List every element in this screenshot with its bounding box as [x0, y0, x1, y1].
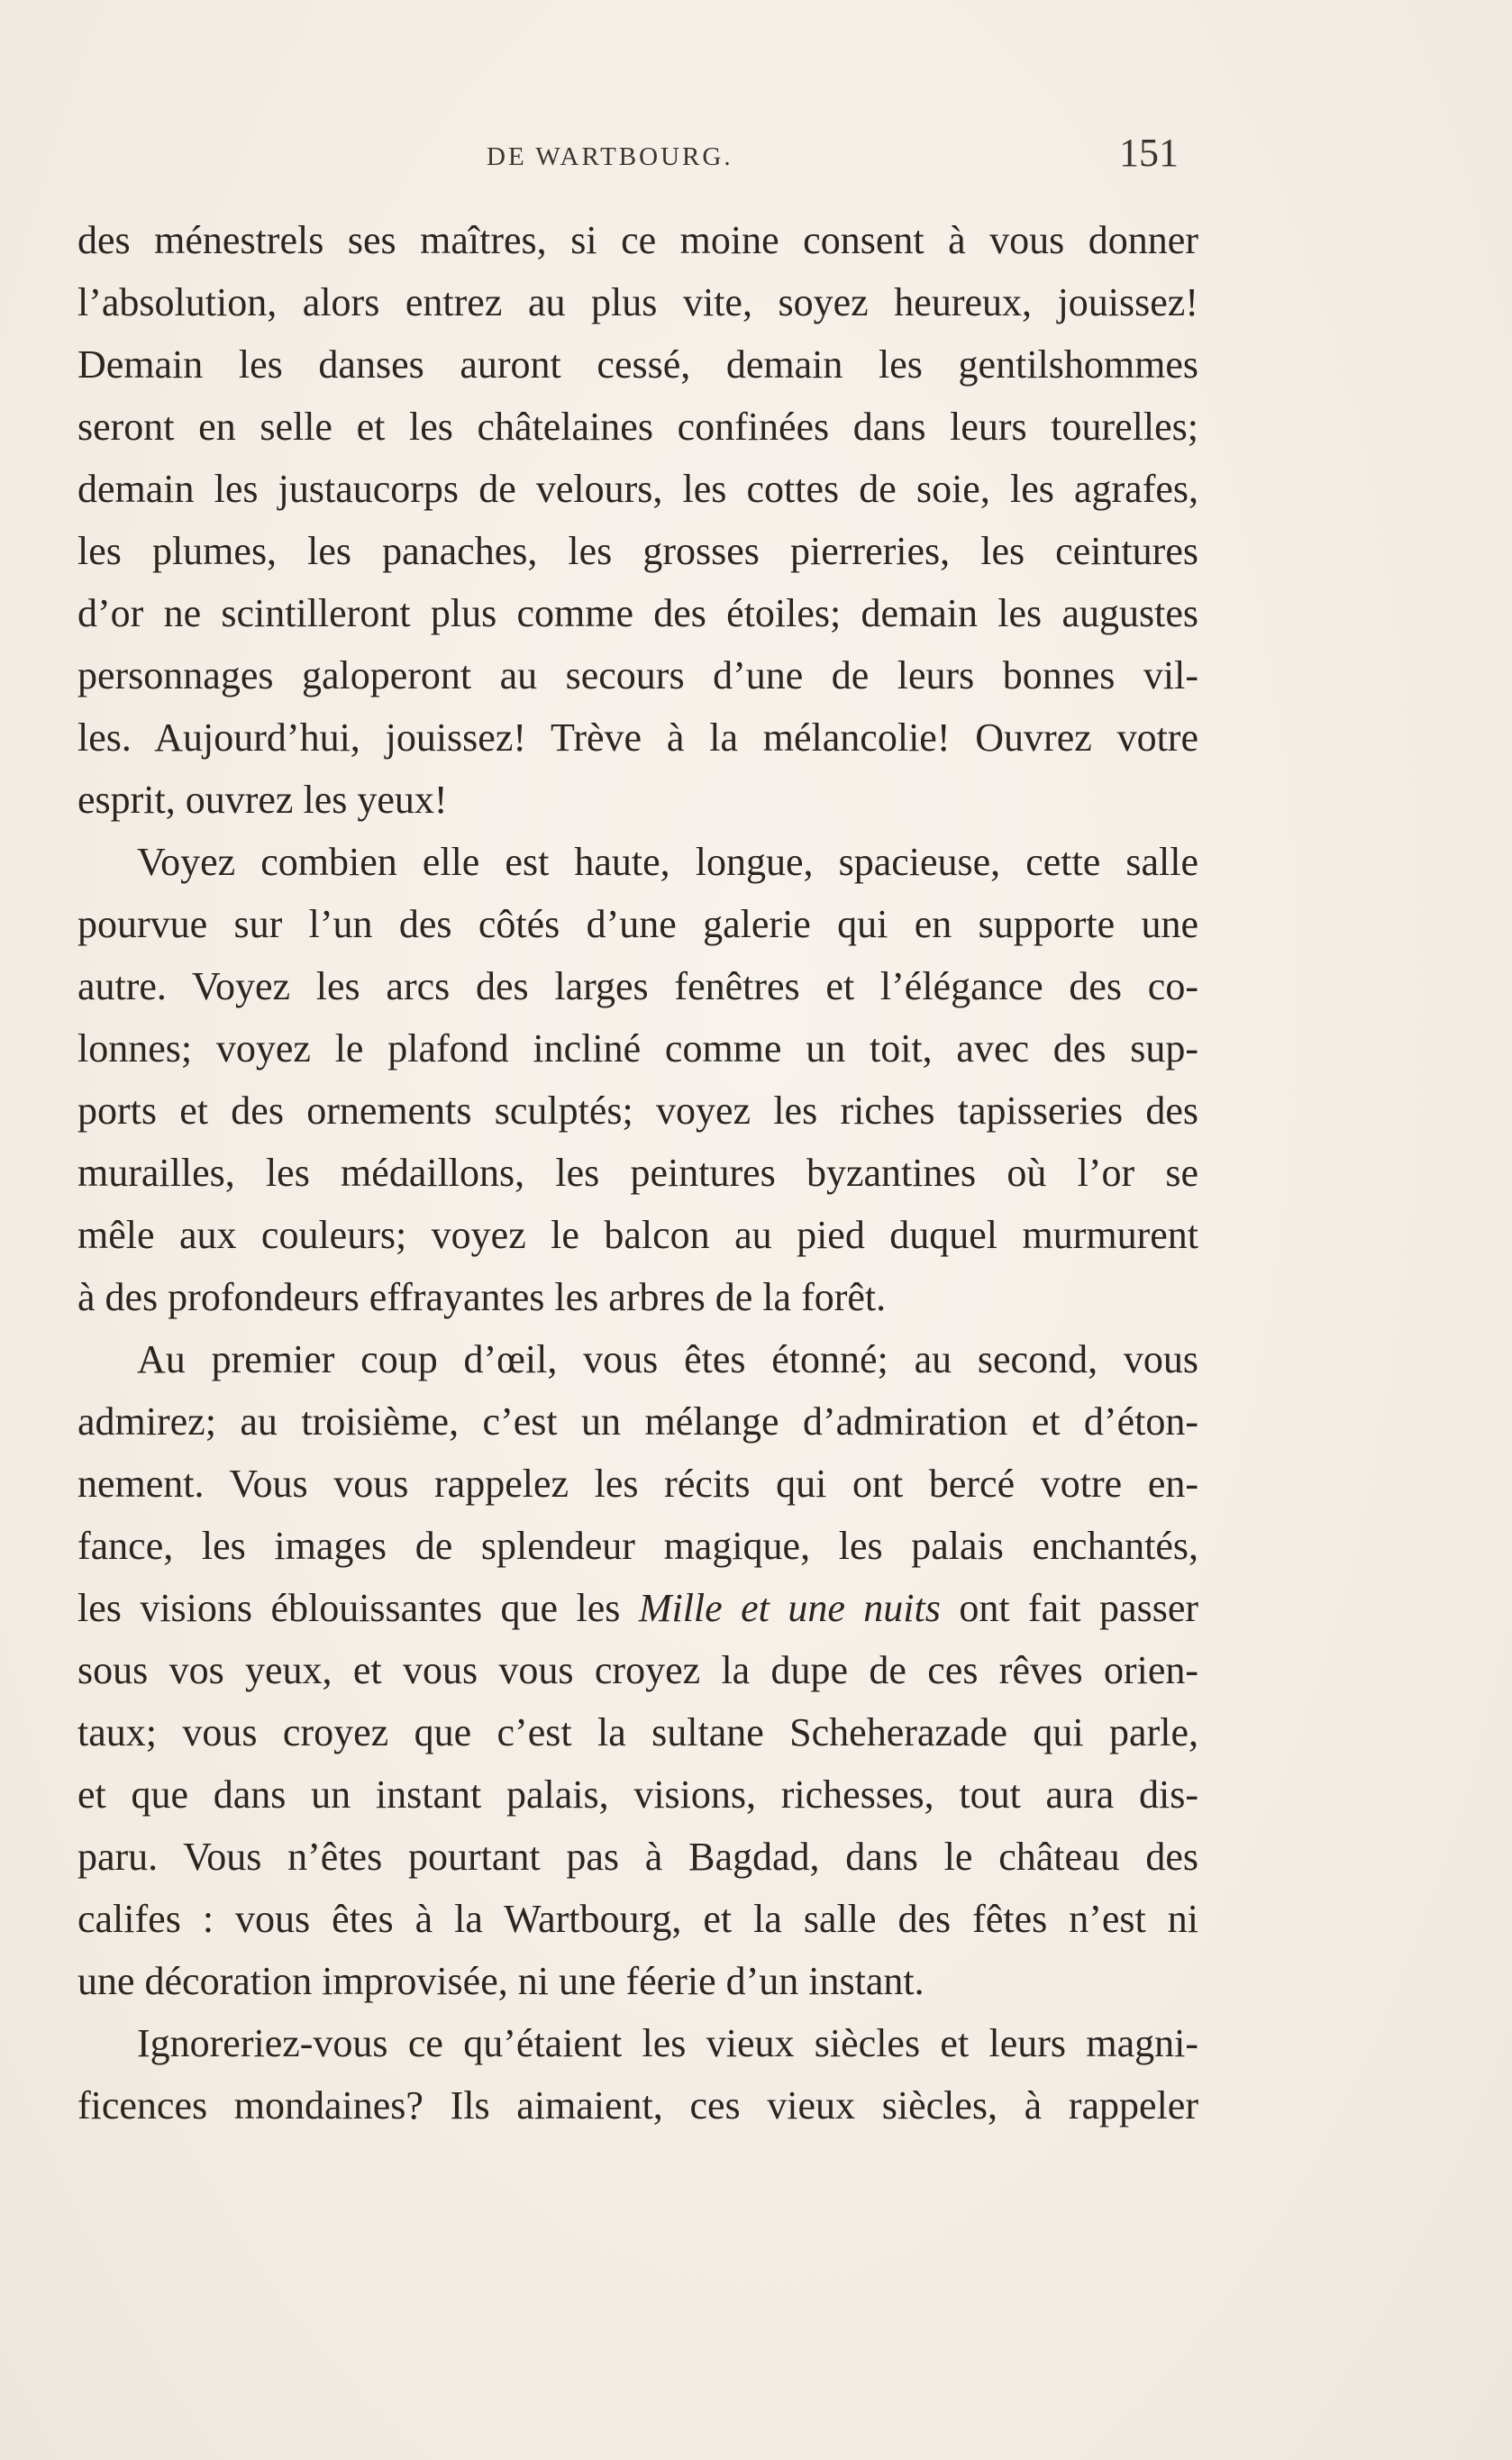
- text-line: l’absolution, alors entrez au plus vite, soyez heureux, jouissez!: [77, 280, 1198, 324]
- text-line: pourvue sur l’un des côtés d’une galerie qui en supporte une: [77, 902, 1198, 946]
- text-line: califes : vous êtes à la Wartbourg, et la salle des fêtes n’est ni: [77, 1897, 1198, 1941]
- body-text: [77, 209, 1198, 2137]
- text-line: d’or ne scintilleront plus comme des étoiles; demain les augustes: [77, 591, 1198, 635]
- text-line: personnages galoperont au secours d’une de leurs bonnes vil-: [77, 653, 1198, 697]
- text-line: Ignoreriez-vous ce qu’étaient les vieux siècles et leurs magni-: [137, 2021, 1198, 2065]
- text-line: esprit, ouvrez les yeux!: [77, 778, 448, 822]
- text-line-with-title: [77, 1577, 1198, 1639]
- text-line: mêle aux couleurs; voyez le balcon au pied duquel murmurent: [77, 1213, 1198, 1257]
- text-line: sous vos yeux, et vous vous croyez la dupe de ces rêves orien-: [77, 1648, 1198, 1692]
- text-line: Voyez combien elle est haute, longue, spacieuse, cette salle: [137, 840, 1198, 884]
- running-title: DE WARTBOURG.: [487, 142, 733, 171]
- text-line: paru. Vous n’êtes pourtant pas à Bagdad, dans le château des: [77, 1835, 1198, 1879]
- text-line: les plumes, les panaches, les grosses pierreries, les ceintures: [77, 529, 1198, 573]
- text-fragment: les visions éblouissantes que les: [77, 1586, 639, 1630]
- text-line: admirez; au troisième, c’est un mélange d’admiration et d’éton-: [77, 1399, 1198, 1444]
- page-number: 151: [1119, 131, 1179, 175]
- text-line: à des profondeurs effrayantes les arbres de la forêt.: [77, 1275, 887, 1319]
- text-line: murailles, les médaillons, les peintures byzantines où l’or se: [77, 1151, 1198, 1195]
- text-line: demain les justaucorps de velours, les cottes de soie, les agrafes,: [77, 467, 1198, 511]
- text-line: fance, les images de splendeur magique, les palais enchantés,: [77, 1524, 1198, 1568]
- text-line: une décoration improvisée, ni une féerie d’un instant.: [77, 1959, 925, 2003]
- text-line: autre. Voyez les arcs des larges fenêtres et l’élégance des co-: [77, 964, 1198, 1008]
- text-line: nement. Vous vous rappelez les récits qui ont bercé votre en-: [77, 1462, 1198, 1506]
- text-line: taux; vous croyez que c’est la sultane Scheherazade qui parle,: [77, 1710, 1198, 1754]
- text-line: seront en selle et les châtelaines confinées dans leurs tourelles;: [77, 405, 1198, 449]
- text-line: et que dans un instant palais, visions, richesses, tout aura dis-: [77, 1772, 1198, 1817]
- text-line: Demain les danses auront cessé, demain les gentilshommes: [77, 342, 1198, 387]
- book-title-italic: Mille et une nuits: [638, 1586, 941, 1630]
- text-line: ficences mondaines? Ils aimaient, ces vieux siècles, à rappeler: [77, 2083, 1198, 2127]
- text-line: ports et des ornements sculptés; voyez les riches tapisseries des: [77, 1089, 1198, 1133]
- text-fragment: ont fait passer: [940, 1586, 1199, 1630]
- text-line: Au premier coup d’œil, vous êtes étonné; au second, vous: [137, 1337, 1198, 1381]
- text-line: lonnes; voyez le plafond incliné comme un toit, avec des sup-: [77, 1026, 1198, 1071]
- text-line: des ménestrels ses maîtres, si ce moine consent à vous donner: [77, 218, 1198, 262]
- text-line: les. Aujourd’hui, jouissez! Trève à la mélancolie! Ouvrez votre: [77, 715, 1198, 760]
